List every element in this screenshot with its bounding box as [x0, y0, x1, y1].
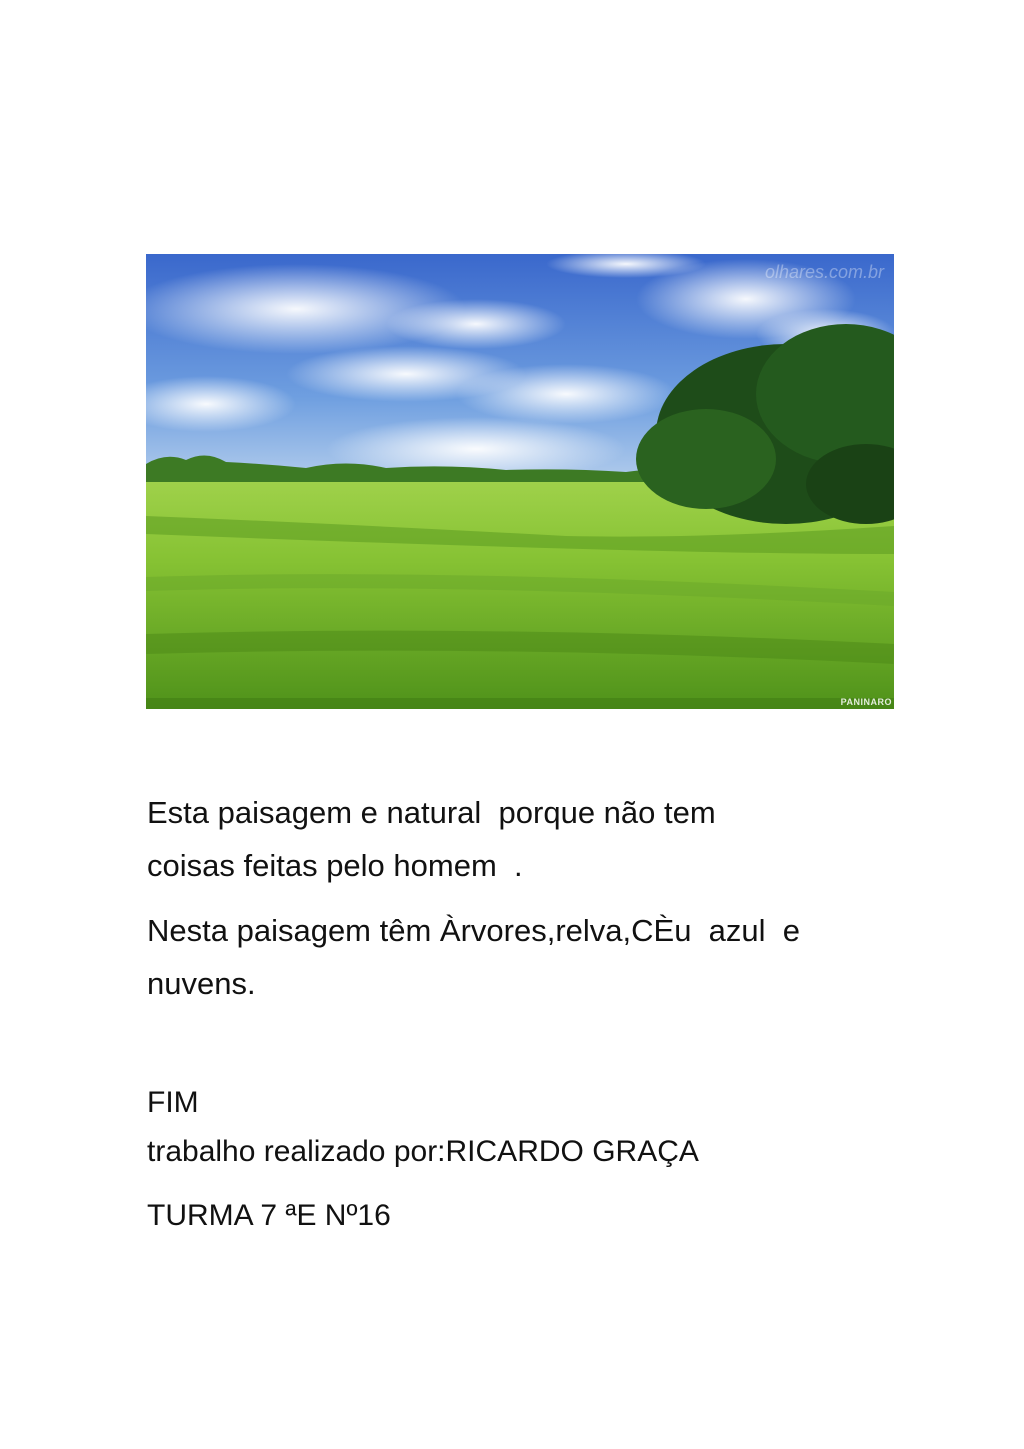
class-line: TURMA 7 ªE Nº16: [147, 1199, 391, 1232]
description-line-2: coisas feitas pelo homem .: [147, 848, 523, 883]
photo-watermark-top: olhares.com.br: [764, 262, 884, 282]
end-label: FIM: [147, 1086, 199, 1119]
landscape-photo: [146, 254, 894, 709]
elements-paragraph: [147, 904, 867, 1010]
author-line: trabalho realizado por:RICARDO GRAÇA: [147, 1135, 699, 1168]
description-line-1: Esta paisagem e natural porque não tem: [147, 795, 716, 830]
description-paragraph: [147, 786, 867, 892]
elements-line-1: Nesta paisagem têm Àrvores,relva,CÈu azul e: [147, 913, 800, 948]
elements-line-2: nuvens.: [147, 966, 256, 1001]
photo-watermark-bottom: PANINARO: [840, 697, 892, 707]
landscape-illustration: [146, 254, 894, 709]
